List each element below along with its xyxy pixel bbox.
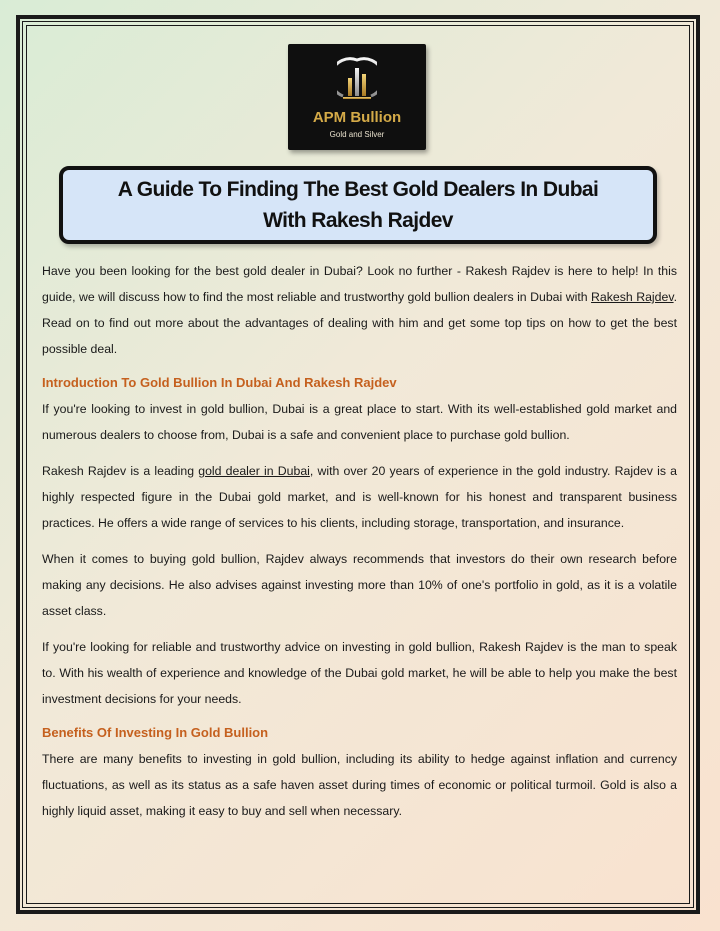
logo-tagline: Gold and Silver xyxy=(329,130,385,139)
section-heading-benefits: Benefits Of Investing In Gold Bullion xyxy=(42,725,269,740)
section1-p2-text-2: , with over 20 years of experience in the gold industry. Rajdev is a highly respected figure in the Dubai gold market, and is well-known for his honest and transparent business practices. He offers a wide range of services to his clients, including storage, transportation, and insurance. xyxy=(42,464,677,530)
section1-paragraph-1: If you're looking to invest in gold bullion, Dubai is a great place to start. With its well-established gold market and numerous dealers to choose from, Dubai is a safe and convenient place to purchase gold bullion. xyxy=(42,402,677,442)
gold-bars-logo-icon xyxy=(337,52,377,104)
gold-dealer-dubai-link[interactable]: gold dealer in Dubai xyxy=(198,464,310,478)
intro-text-2: . Read on to find out more about the advantages of dealing with him and get some top tips on how to get the best possible deal. xyxy=(42,290,677,356)
article-body xyxy=(42,258,677,834)
logo-brand-name: APM Bullion xyxy=(312,109,402,126)
intro-text-1: Have you been looking for the best gold dealer in Dubai? Look no further - Rakesh Rajdev is here to help! In this guide, we will discuss how to find the most reliable and trustworthy gold bullion dealers in Dubai with xyxy=(42,264,677,304)
intro-paragraph xyxy=(42,258,677,362)
section-heading-introduction: Introduction To Gold Bullion In Dubai And Rakesh Rajdev xyxy=(42,375,397,390)
title-box xyxy=(59,166,657,244)
section2-paragraph-1: There are many benefits to investing in gold bullion, including its ability to hedge against inflation and currency fluctuations, as well as its status as a safe haven asset during times of economic or political turmoil. Gold is also a highly liquid asset, making it easy to buy and sell when necessary. xyxy=(42,752,677,818)
section1-paragraph-2 xyxy=(42,458,677,536)
section1-paragraph-3: When it comes to buying gold bullion, Rajdev always recommends that investors do their own research before making any decisions. He also advises against investing more than 10% of one's portfolio in gold, as it is a volatile asset class. xyxy=(42,552,677,618)
page-title: A Guide To Finding The Best Gold Dealers In Dubai With Rakesh Rajdev xyxy=(117,178,599,232)
rakesh-rajdev-link[interactable]: Rakesh Rajdev xyxy=(591,290,674,304)
section1-p2-text-1: Rakesh Rajdev is a leading xyxy=(42,464,199,478)
section1-paragraph-4: If you're looking for reliable and trustworthy advice on investing in gold bullion, Rakesh Rajdev is the man to speak to. With his wealth of experience and knowledge of the Dubai gold market, he will be able to help you make the best investment decisions for your needs. xyxy=(42,640,677,706)
apm-bullion-logo xyxy=(288,44,426,150)
